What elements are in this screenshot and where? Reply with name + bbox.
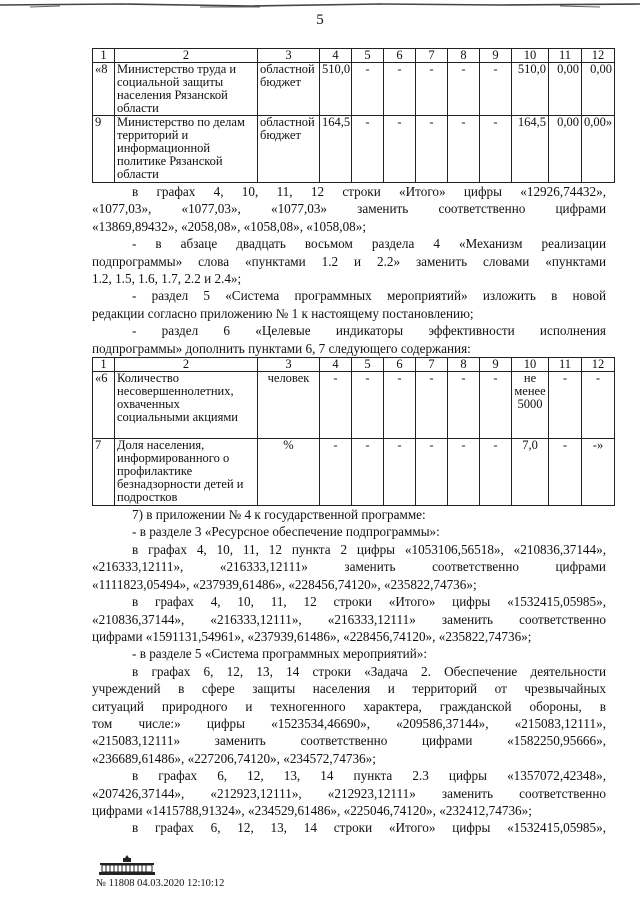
header-cell: 10 <box>512 49 549 63</box>
indicators-table <box>92 357 615 506</box>
value-cell: не менее 5000 <box>512 372 549 439</box>
value-cell: - <box>352 372 384 439</box>
value-cell: - <box>448 439 480 506</box>
row-number-cell: «8 <box>93 63 115 116</box>
source-cell: областной бюджет <box>258 116 320 183</box>
text-line: учреждений в сфере защиты населения и территорий от чрезвычайных <box>92 681 606 697</box>
header-cell: 3 <box>258 49 320 63</box>
text-line: - в разделе 5 «Система программных мероприятий»: <box>132 646 428 662</box>
indicator-cell: Доля населения, информированного о профилактике безнадзорности детей и подростков <box>115 439 258 506</box>
indicator-cell: Количество несовершеннолетних, охваченных социальными акциями <box>115 372 258 439</box>
value-cell: 0,00 <box>549 63 582 116</box>
value-cell: 0,00 <box>549 116 582 183</box>
government-building-stamp-icon <box>96 854 158 876</box>
text-line: 7) в приложении № 4 к государственной программе: <box>132 507 426 523</box>
value-cell: - <box>320 439 352 506</box>
value-cell: - <box>582 372 615 439</box>
value-cell: - <box>549 372 582 439</box>
table-header-row <box>93 49 615 63</box>
header-cell: 7 <box>416 49 448 63</box>
header-cell: 6 <box>384 49 416 63</box>
header-cell: 2 <box>115 358 258 372</box>
text-line: «236689,61486», «227206,74120», «234572,74736»; <box>92 750 376 766</box>
header-cell: 12 <box>582 49 615 63</box>
header-cell: 8 <box>448 358 480 372</box>
header-cell: 5 <box>352 358 384 372</box>
table-row <box>93 372 615 439</box>
ministry-cell: Министерство труда и социальной защиты населения Рязанской области <box>115 63 258 116</box>
text-line: редакции согласно приложению № 1 к настоящему постановлению; <box>92 305 474 321</box>
value-cell: - <box>448 63 480 116</box>
amendment-text-1 <box>92 183 606 357</box>
header-cell: 1 <box>93 49 115 63</box>
text-line: подпрограммы» слова «пунктами 1.2 и 2.2» заменить словами «пунктами <box>92 253 606 269</box>
value-cell: - <box>480 439 512 506</box>
header-cell: 8 <box>448 49 480 63</box>
page-number: 5 <box>316 12 324 28</box>
value-cell: - <box>384 116 416 183</box>
value-cell: - <box>416 439 448 506</box>
source-cell: областной бюджет <box>258 63 320 116</box>
row-number-cell: 7 <box>93 439 115 506</box>
text-line: - раздел 6 «Целевые индикаторы эффективности исполнения <box>132 323 606 339</box>
value-cell: 510,0 <box>320 63 352 116</box>
table-header-row <box>93 358 615 372</box>
text-line: «210836,37144», «216333,12111», «216333,12111» заменить соответственно <box>92 611 606 627</box>
unit-cell: человек <box>258 372 320 439</box>
header-cell: 11 <box>549 49 582 63</box>
value-cell: 510,0 <box>512 63 549 116</box>
value-cell: 164,5 <box>512 116 549 183</box>
header-cell: 7 <box>416 358 448 372</box>
amendment-text-2 <box>92 506 606 837</box>
value-cell: - <box>480 116 512 183</box>
value-cell: - <box>448 372 480 439</box>
value-cell: - <box>480 63 512 116</box>
text-line: «1111823,05494», «237939,61486», «228456,74120», «235822,74736»; <box>92 576 477 592</box>
text-line: - в абзаце двадцать восьмом раздела 4 «Механизм реализации <box>132 236 606 252</box>
header-cell: 6 <box>384 358 416 372</box>
value-cell: - <box>384 372 416 439</box>
text-line: в графах 6, 12, 13, 14 пункта 2.3 цифры «1357072,42348», <box>132 768 606 784</box>
ministry-cell: Министерство по делам территорий и информационной политике Рязанской области <box>115 116 258 183</box>
text-line: «13869,89432», «2058,08», «1058,08», «1058,08»; <box>92 218 367 234</box>
header-cell: 9 <box>480 358 512 372</box>
value-cell: - <box>416 63 448 116</box>
text-line: «215083,12111» заменить соответственно цифрами «1582250,95666», <box>92 733 606 749</box>
header-cell: 4 <box>320 358 352 372</box>
text-line: - в разделе 3 «Ресурсное обеспечение подпрограммы»: <box>132 524 440 540</box>
text-line: том числе:» цифры «1523534,46690», «209586,37144», «215083,12111», <box>92 715 606 731</box>
text-line: в графах 4, 10, 11, 12 пункта 2 цифры «1053106,56518», «210836,37144», <box>132 541 606 557</box>
scan-edge <box>0 0 640 10</box>
document-body <box>92 48 613 837</box>
header-cell: 9 <box>480 49 512 63</box>
value-cell: 164,5 <box>320 116 352 183</box>
value-cell: - <box>416 372 448 439</box>
row-number-cell: «6 <box>93 372 115 439</box>
text-line: в графах 4, 10, 11, 12 строки «Итого» цифры «1532415,05985», <box>132 594 606 610</box>
header-cell: 10 <box>512 358 549 372</box>
header-cell: 5 <box>352 49 384 63</box>
value-cell: - <box>416 116 448 183</box>
value-cell: 0,00 <box>582 63 615 116</box>
value-cell: - <box>448 116 480 183</box>
text-line: в графах 6, 12, 13, 14 строки «Задача 2. Обеспечение деятельности <box>132 663 606 679</box>
row-number-cell: 9 <box>93 116 115 183</box>
table-row <box>93 439 615 506</box>
text-line: - раздел 5 «Система программных мероприятий» изложить в новой <box>132 288 606 304</box>
unit-cell: % <box>258 439 320 506</box>
table-row <box>93 63 615 116</box>
table-row <box>93 116 615 183</box>
value-cell: - <box>352 439 384 506</box>
registration-stamp: № 11808 04.03.2020 12:10:12 <box>96 878 225 889</box>
value-cell: - <box>384 63 416 116</box>
document-footer <box>96 854 396 894</box>
value-cell: - <box>320 372 352 439</box>
text-line: ситуаций природного и техногенного характера, гражданской обороны, в <box>92 698 606 714</box>
value-cell: - <box>384 439 416 506</box>
value-cell: - <box>549 439 582 506</box>
text-line: «207426,37144», «212923,12111», «212923,12111» заменить соответственно <box>92 785 606 801</box>
text-line: в графах 4, 10, 11, 12 строки «Итого» цифры «12926,74432», <box>132 184 606 199</box>
value-cell: - <box>352 63 384 116</box>
text-line: «1077,03», «1077,03», «1077,03» заменить соответственно цифрами <box>92 201 606 217</box>
text-line: подпрограммы» дополнить пунктами 6, 7 следующего содержания: <box>92 340 471 356</box>
header-cell: 3 <box>258 358 320 372</box>
header-cell: 4 <box>320 49 352 63</box>
text-line: цифрами «1591131,54961», «237939,61486», «228456,74120», «235822,74736»; <box>92 628 532 644</box>
budget-table <box>92 48 615 183</box>
header-cell: 11 <box>549 358 582 372</box>
value-cell: 0,00» <box>582 116 615 183</box>
header-cell: 2 <box>115 49 258 63</box>
value-cell: - <box>352 116 384 183</box>
text-line: 1.2, 1.5, 1.6, 1.7, 2.2 и 2.4»; <box>92 271 242 287</box>
text-line: «216333,12111», «216333,12111» заменить соответственно цифрами <box>92 559 606 575</box>
header-cell: 1 <box>93 358 115 372</box>
value-cell: - <box>480 372 512 439</box>
value-cell: 7,0 <box>512 439 549 506</box>
text-line: цифрами «1415788,91324», «234529,61486», «225046,74120», «232412,74736»; <box>92 802 532 818</box>
value-cell: -» <box>582 439 615 506</box>
text-line: в графах 6, 12, 13, 14 строки «Итого» цифры «1532415,05985», <box>132 820 606 836</box>
header-cell: 12 <box>582 358 615 372</box>
